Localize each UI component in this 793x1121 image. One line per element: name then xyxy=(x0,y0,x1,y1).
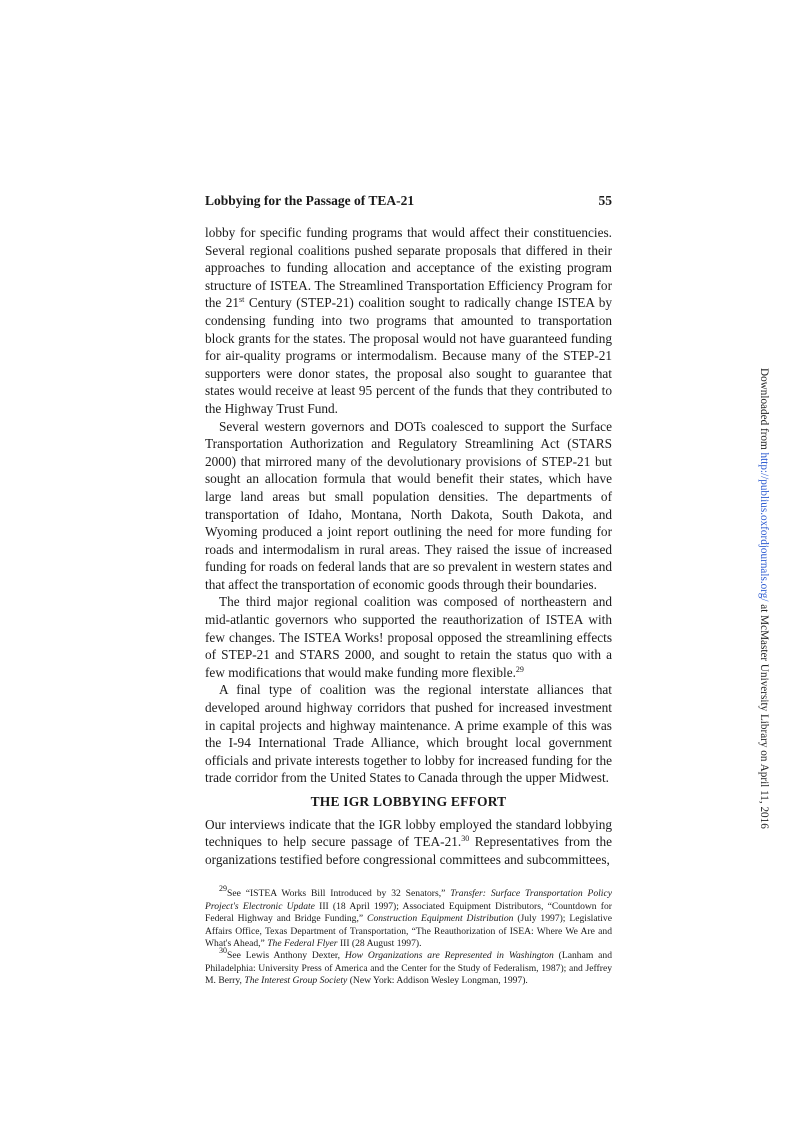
running-head xyxy=(205,193,612,215)
paragraph-3: The third major regional coalition was composed of northeastern and mid-atlantic governors who supported the reauthorization of ISTEA with few changes. The ISTEA Works! proposal opposed the streamlining effects of STEP-21 and STARS 2000, and sought to retain the status quo with a few modifications that would make funding more flexible.$^{29}$ xyxy=(205,594,612,680)
paragraph-1: lobby for specific funding programs that would affect their constituencies. Several regional coalitions pushed separate proposals that differed in their approaches to funding allocation and acceptance of the existing program structure of ISTEA. The Streamlined Transportation Efficiency Program for the 21st Century (STEP-21) coalition sought to radically change ISTEA by condensing funding into two programs that amounted to transportation block grants for the states. The proposal would not have guaranteed funding for air-quality programs or intermodalism. Because many of the STEP-21 supporters were donor states, the proposal also sought to guarantee that states would receive at least 95 percent of the funds that they contributed to the Highway Trust Fund. xyxy=(205,225,612,416)
footnotes xyxy=(205,884,612,987)
running-title: Lobbying for the Passage of TEA-21 xyxy=(205,193,415,208)
paragraph-5: Our interviews indicate that the IGR lobby employed the standard lobbying techniques to help secure passage of TEA-21.30 Representatives from the organizations testified before congressional committees and subcommittees, xyxy=(205,816,613,867)
footnote-ref-29: 29 xyxy=(515,664,524,674)
footnote-29: $^{29}$See “ISTEA Works Bill Introduced by 32 Senators,” Transfer: Surface Transportation Policy Project's Electronic Update III (18 April 1997); Associated Equipment Distributors, “Countdown for Federal Highway and Bridge Funding,” Construction Equipment Distribution (July 1997); Legislative Affairs Office, Texas Department of Transportation, “The Reauthorization of ISEA: Where We Are and What's Ahead,” The Federal Flyer III (28 August 1997). xyxy=(205,884,612,949)
paragraph-4: A final type of coalition was the regional interstate alliances that developed around highway corridors that pushed for increased investment in capital projects and highway maintenance. A prime example of this was the I-94 International Trade Alliance, which brought local government officials and private interests together to lobby for increased funding for the trade corridor from the United States to Canada through the upper Midwest. xyxy=(205,682,612,786)
footnote-ref-30: 30 xyxy=(461,834,470,844)
footnote-30: $^{30}$See Lewis Anthony Dexter, How Organizations are Represented in Washington (Lanham and Philadelphia: University Press of America and the Center for the Study of Federalism, 1987); and Jeffrey M. Berry, The Interest Group Society (New York: Addison Wesley Longman, 1997). xyxy=(205,946,612,987)
body-text xyxy=(205,224,612,868)
ordinal-superscript: st xyxy=(239,295,245,305)
page-number: 55 xyxy=(598,193,612,208)
download-notice: Downloaded from http://publius.oxfordjournals.org/ at McMaster University Library on April 11, 2016 xyxy=(758,368,770,829)
section-heading: THE IGR LOBBYING EFFORT xyxy=(310,794,507,809)
paragraph-2: Several western governors and DOTs coalesced to support the Surface Transportation Authorization and Regulatory Streamlining Act (STARS 2000) that mirrored many of the devolutionary provisions of STEP-21 but sought an allocation formula that would benefit their states, which have large land areas but small population densities. The departments of transportation of Idaho, Montana, North Dakota, South Dakota, and Wyoming produced a joint report outlining the need for more funding for roads and intermodalism in rural areas. They raised the issue of increased funding for roads on federal lands that are so prevalent in western states and that affect the transportation of economic goods through their boundaries. xyxy=(205,418,612,592)
journal-link[interactable]: http://publius.oxfordjournals.org/ xyxy=(758,452,770,602)
page-content xyxy=(205,193,612,988)
